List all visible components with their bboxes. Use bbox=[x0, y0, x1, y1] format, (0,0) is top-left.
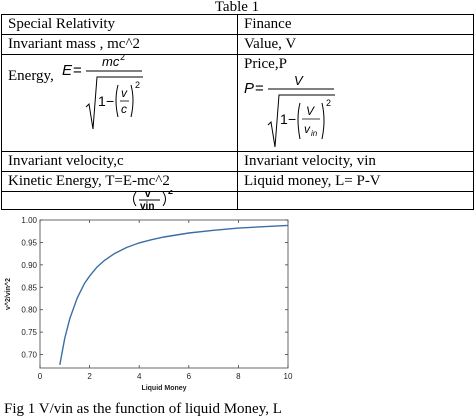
chart-title-fraction bbox=[134, 190, 174, 212]
header-finance: Finance bbox=[238, 15, 474, 35]
figure-caption: Fig 1 V/vin as the function of liquid Money, L bbox=[4, 401, 282, 417]
table-row bbox=[2, 152, 474, 172]
chart-title-num: v bbox=[145, 190, 151, 200]
table-header-row bbox=[2, 15, 474, 35]
eq-energy-one: 1 bbox=[98, 93, 106, 109]
eq-price-frac-den-sub: in bbox=[311, 129, 318, 138]
eq-price-frac-den: v bbox=[304, 122, 310, 136]
plot-frame bbox=[40, 220, 288, 368]
cell-invariant-mass: Invariant mass , mc^2 bbox=[2, 35, 238, 55]
chart-container bbox=[0, 190, 300, 400]
chart-title-sup: 2 bbox=[168, 190, 174, 196]
table-row bbox=[2, 35, 474, 55]
eq-energy-frac-num: v bbox=[121, 86, 127, 100]
x-tick-label: 2 bbox=[87, 372, 92, 381]
cell-energy bbox=[2, 55, 238, 152]
cell-price bbox=[238, 55, 474, 152]
x-tick-label: 4 bbox=[136, 372, 142, 381]
svg-text:−: − bbox=[106, 93, 115, 109]
eq-price-one: 1 bbox=[280, 111, 288, 127]
cell-kinetic-energy: Kinetic Energy, T=E-mc^2 bbox=[2, 172, 238, 192]
y-tick-label: 1.00 bbox=[21, 216, 37, 225]
eq-price-frac-num: V bbox=[306, 104, 315, 118]
energy-equation bbox=[62, 55, 152, 149]
x-tick-label: 8 bbox=[236, 372, 241, 381]
line-chart bbox=[0, 190, 300, 400]
y-tick-label: 0.90 bbox=[21, 260, 37, 270]
y-axis-label: v^2/vin^2 bbox=[5, 278, 12, 310]
eq-price-num: V bbox=[294, 73, 303, 88]
y-tick-label: 0.75 bbox=[21, 328, 37, 338]
series-line bbox=[60, 225, 288, 365]
table-row-formula bbox=[2, 55, 474, 152]
price-equation bbox=[244, 73, 344, 149]
eq-energy-sup: 2 bbox=[135, 80, 141, 90]
svg-text:−: − bbox=[288, 111, 297, 127]
eq-energy-num: mc bbox=[102, 55, 120, 69]
energy-label: Energy, bbox=[8, 68, 54, 84]
chart-title-den: vin bbox=[140, 201, 155, 212]
cell-invariant-velocity-vin: Invariant velocity, vin bbox=[238, 152, 474, 172]
y-tick-label: 0.80 bbox=[21, 305, 37, 315]
y-tick-label: 0.85 bbox=[21, 283, 37, 293]
price-label: Price,P bbox=[244, 56, 287, 72]
eq-price-sup: 2 bbox=[326, 98, 332, 108]
eq-price-lhs: P bbox=[244, 80, 255, 97]
y-tick-label: 0.95 bbox=[21, 238, 37, 248]
svg-text:=: = bbox=[73, 62, 82, 79]
y-tick-label: 0.70 bbox=[21, 350, 37, 360]
header-special-relativity: Special Relativity bbox=[2, 15, 238, 35]
svg-text:=: = bbox=[255, 80, 264, 97]
eq-energy-num-sup: 2 bbox=[120, 55, 126, 62]
cell-liquid-money: Liquid money, L= P-V bbox=[238, 172, 474, 192]
table-row bbox=[2, 172, 474, 192]
table-caption: Table 1 bbox=[214, 0, 260, 15]
eq-energy-lhs: E bbox=[62, 62, 73, 79]
x-tick-label: 0 bbox=[37, 372, 43, 381]
x-tick-label: 6 bbox=[186, 372, 192, 381]
comparison-table bbox=[1, 14, 474, 210]
x-tick-label: 10 bbox=[283, 372, 293, 381]
cell-invariant-velocity-c: Invariant velocity,c bbox=[2, 152, 238, 172]
x-axis-label: Liquid Money bbox=[141, 385, 187, 392]
cell-value: Value, V bbox=[238, 35, 474, 55]
eq-energy-frac-den: c bbox=[121, 102, 127, 116]
